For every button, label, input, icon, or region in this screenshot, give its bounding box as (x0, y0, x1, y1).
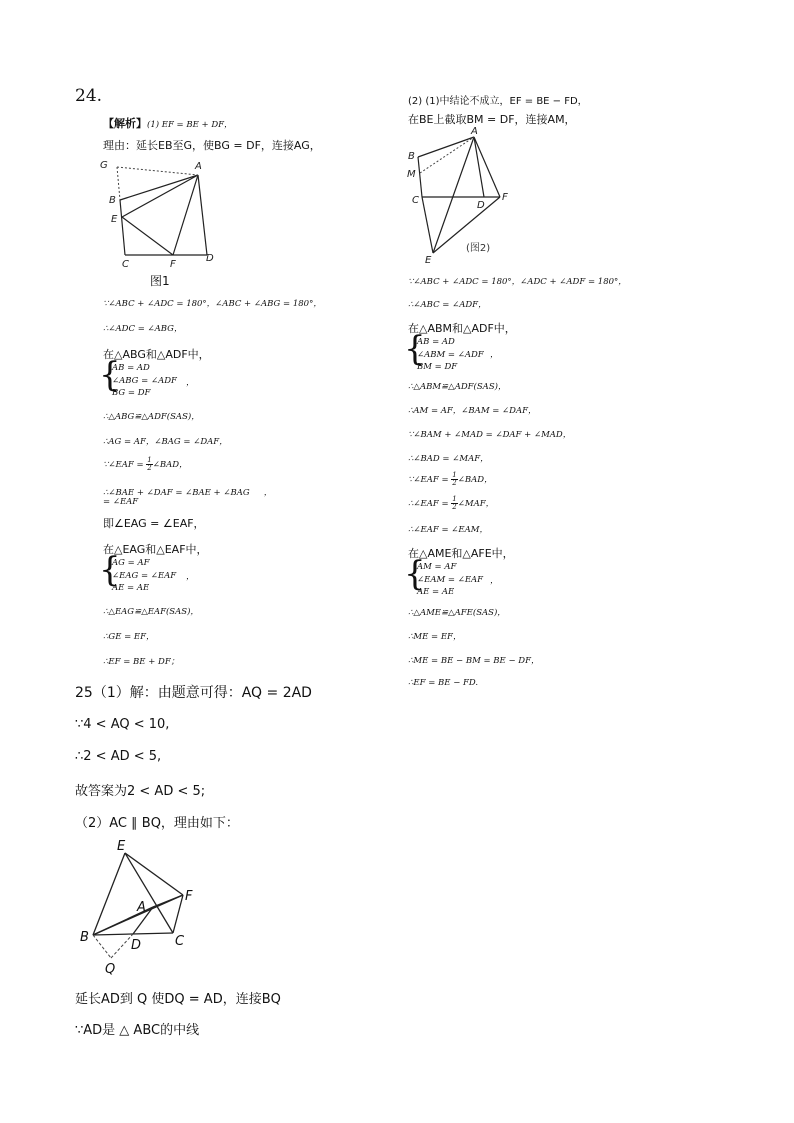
brace-2: { (99, 550, 121, 590)
q25-line-4: 故答案为2 < AD < 5; (75, 784, 206, 799)
right-step-3: 在△ABM和△ADF中， (408, 322, 516, 335)
q25-line-7: ∵AD是 △ ABC的中线 (75, 1023, 200, 1038)
fig1-dashed-ga (117, 167, 198, 175)
left-step-7b: ， (263, 488, 273, 498)
fig2-segment-ce (422, 197, 433, 253)
left-step-6a: ∵∠EAF = (103, 460, 147, 470)
left-step-6 (103, 457, 188, 472)
reason-line: 理由：延长EB至G，使BG = DF，连接AG， (103, 139, 321, 152)
fig1-label-a: A (195, 161, 202, 172)
fig3-label-f: F (185, 889, 193, 904)
fig1-label-e: E (111, 214, 118, 225)
left-step-7a: ∴∠BAE + ∠DAF = ∠BAE + ∠BAG (103, 488, 250, 498)
right-step-8a: ∵∠EAF = (408, 475, 452, 485)
sys3-tail: ， (490, 350, 499, 360)
brace-1: { (99, 355, 121, 395)
sys2-tail: ， (186, 572, 195, 582)
sys4-row-2: ∠EAM = ∠EAF (417, 574, 484, 585)
sys1-row-3: BG = DF (112, 388, 151, 398)
fig3-segment-fc (173, 895, 183, 933)
sys4-row-1: AM = AF (417, 562, 457, 572)
brace-3: { (404, 329, 426, 369)
system-3 (417, 336, 484, 374)
right-step-10: ∴∠EAF = ∠EAM， (408, 525, 488, 535)
part1-result-line (103, 112, 233, 131)
sys4-tail: ， (490, 576, 499, 586)
fig3-label-c: C (175, 934, 185, 949)
right-step-8b: ∠BAD， (457, 475, 493, 485)
left-step-5: ∴AG = AF，∠BAG = ∠DAF， (103, 437, 228, 447)
q25-line-6: 延长AD到 Q 使DQ = AD，连接BQ (75, 992, 281, 1007)
fig2-dashed-ma (420, 137, 474, 173)
fig2-label-a: A (471, 126, 478, 137)
left-step-13: ∴EF = BE + DF； (103, 657, 180, 667)
right-step-6: ∵∠BAM + ∠MAD = ∠DAF + ∠MAD， (408, 430, 572, 440)
part2-take: 在BE上截取BM = DF，连接AM， (408, 113, 576, 126)
fig3-dashed-qd (111, 934, 133, 958)
right-step-7: ∴∠BAD = ∠MAF， (408, 454, 489, 464)
right-step-9a: ∴∠EAF = (408, 499, 452, 509)
sys2-row-3: AE = AE (112, 583, 150, 593)
sys2-row-2: ∠EAG = ∠EAF (112, 570, 177, 581)
right-step-11: 在△AME和△AFE中， (408, 547, 514, 560)
fig1-label-c: C (122, 259, 129, 270)
q25-line-3: ∴2 < AD < 5, (75, 749, 162, 764)
left-step-9: 即∠EAG = ∠EAF， (103, 517, 205, 530)
fig2-segment-af (474, 137, 500, 197)
left-step-2: ∴∠ADC = ∠ABG， (103, 324, 183, 334)
figure-1 (95, 155, 225, 285)
right-step-2: ∴∠ABC = ∠ADF， (408, 300, 487, 310)
fig2-label-b: B (408, 151, 415, 162)
right-step-9b: ∠MAF， (457, 499, 495, 509)
fig1-segment-ef (122, 217, 173, 255)
left-step-11: ∴△EAG≌△EAF(SAS)， (103, 607, 199, 617)
fig3-dashed-bq (93, 935, 111, 958)
fig3-label-b: B (80, 930, 89, 945)
fig2-segment-bc (418, 157, 422, 197)
system-4 (417, 561, 483, 599)
sys1-tail: ， (186, 378, 195, 388)
fig2-segment-ad (474, 137, 484, 197)
fig1-label-b: B (109, 195, 116, 206)
fig1-label-d: D (206, 253, 214, 264)
part1-result: (1) EF = BE + DF， (147, 120, 233, 130)
sys3-row-3: BM = DF (417, 362, 458, 372)
q25-line-1: 25（1）解：由题意可得：AQ = 2AD (75, 685, 312, 701)
q25-line-2: ∵4 < AQ < 10, (75, 717, 170, 732)
fig2-label-f: F (502, 192, 508, 203)
system-1 (112, 362, 177, 400)
left-step-3: 在△ABG和△ADF中， (103, 348, 210, 361)
q25-line-5: （2）AC ∥ BQ，理由如下： (75, 816, 239, 831)
left-step-4: ∴△ABG≌△ADF(SAS)， (103, 412, 200, 422)
analysis-bracket: 【解析】 (103, 117, 147, 130)
figure-2 (400, 125, 530, 265)
part2-head (408, 89, 588, 108)
fig2-label-d: D (477, 200, 485, 211)
fig3-segment-ec (125, 853, 173, 933)
left-step-8: = ∠EAF (103, 497, 139, 507)
fig1-segment-ad (198, 175, 207, 255)
fig2-segment-ba (418, 137, 474, 157)
sys2-row-1: AG = AF (112, 558, 150, 568)
left-step-12: ∴GE = EF， (103, 632, 155, 642)
fig3-segment-af (153, 895, 183, 907)
left-step-6b: ∠BAD， (152, 460, 188, 470)
sys3-row-1: AB = AD (417, 337, 455, 347)
fig3-label-d: D (131, 938, 142, 953)
frac3-num: 1 (452, 495, 457, 503)
fig2-label-e: E (425, 255, 432, 265)
fig1-segment-bc (120, 200, 125, 255)
fig2-label-c: C (412, 195, 419, 206)
frac1-num: 1 (147, 456, 152, 464)
brace-4: { (404, 554, 426, 594)
fig3-segment-ef (125, 853, 183, 895)
frac3-den: 2 (452, 503, 457, 511)
right-step-13: ∴ME = EF， (408, 632, 462, 642)
fig2-label-m: M (407, 169, 416, 180)
right-step-15: ∴EF = BE − FD. (408, 678, 479, 688)
sys4-row-3: AE = AE (417, 587, 455, 597)
fig3-label-a: A (137, 900, 146, 915)
right-step-1: ∵∠ABC + ∠ADC = 180°，∠ADC + ∠ADF = 180°， (408, 277, 627, 287)
fig3-label-e: E (117, 839, 126, 854)
system-2 (112, 557, 176, 595)
fig3-label-q: Q (105, 962, 116, 977)
fig2-caption: (图2) (466, 243, 491, 254)
sys1-row-1: AB = AD (112, 363, 150, 373)
right-step-14: ∴ME = BE − BM = BE − DF， (408, 656, 540, 666)
right-step-8 (408, 472, 493, 487)
right-step-9 (408, 496, 494, 511)
right-step-4: ∴△ABM≌△ADF(SAS)， (408, 382, 507, 392)
fig1-dashed-gb (117, 167, 120, 200)
left-step-1: ∵∠ABC + ∠ADC = 180°，∠ABC + ∠ABG = 180°， (103, 299, 322, 309)
fig1-label-f: F (170, 259, 176, 270)
frac2-den: 2 (452, 479, 457, 487)
right-step-5: ∴AM = AF，∠BAM = ∠DAF， (408, 406, 537, 416)
part2-head-text: (2) (1)中结论不成立，EF = BE − FD， (408, 96, 588, 107)
figure-3 (75, 835, 215, 980)
sys1-row-2: ∠ABG = ∠ADF (112, 375, 177, 386)
fig1-caption: 图1 (150, 274, 170, 288)
left-step-10: 在△EAG和△EAF中， (103, 543, 208, 556)
frac2-num: 1 (452, 471, 457, 479)
frac1-den: 2 (147, 464, 152, 472)
sys3-row-2: ∠ABM = ∠ADF (417, 349, 484, 360)
question-number-24: 24. (75, 86, 103, 106)
fig1-label-g: G (100, 160, 108, 171)
right-step-12: ∴△AME≌△AFE(SAS)， (408, 608, 506, 618)
